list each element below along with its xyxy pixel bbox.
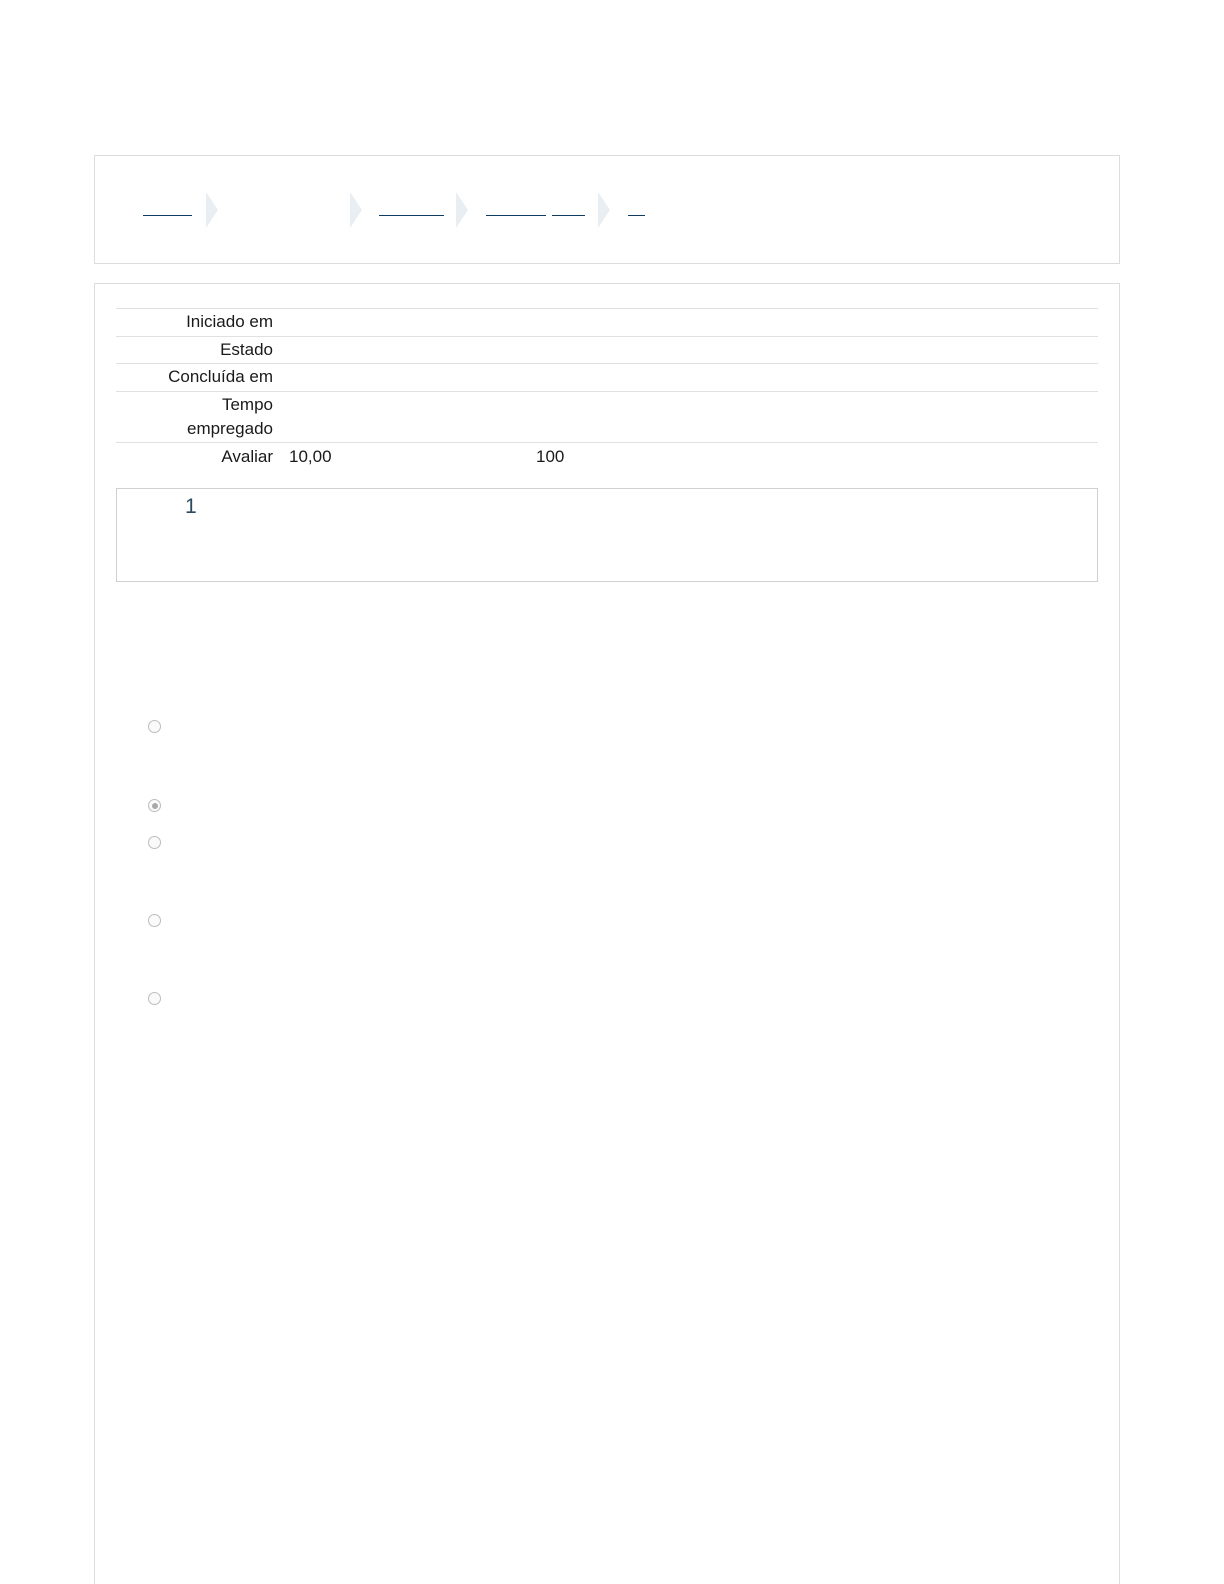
breadcrumb-chevron-icon — [350, 192, 362, 228]
question-number: 1 — [185, 495, 197, 518]
answer-option-radio-d[interactable] — [148, 914, 161, 927]
breadcrumb-link-section-part[interactable] — [552, 215, 585, 216]
time-label-line2: empregado — [186, 419, 273, 438]
quiz-review-panel — [94, 283, 1120, 1584]
breadcrumb-link-course[interactable] — [379, 215, 444, 216]
grade-value: 10,00 — [289, 447, 332, 466]
answer-option-radio-c[interactable] — [148, 836, 161, 849]
answer-option-radio-b[interactable] — [148, 799, 161, 812]
time-label-line1: Tempo — [221, 395, 273, 414]
grade-label: Avaliar — [221, 447, 273, 466]
answer-option-radio-a[interactable] — [148, 720, 161, 733]
breadcrumb-chevron-icon — [598, 192, 610, 228]
breadcrumb-chevron-icon — [456, 192, 468, 228]
breadcrumb-link-section[interactable] — [486, 215, 546, 216]
state-label: Estado — [220, 340, 273, 359]
breadcrumb-chevron-icon — [206, 192, 218, 228]
started-label: Iniciado em — [186, 312, 273, 331]
grade-max: 100 — [536, 447, 565, 466]
breadcrumb-link-current[interactable] — [628, 215, 645, 216]
question-info-box — [116, 488, 1098, 582]
answer-option-radio-e[interactable] — [148, 992, 161, 1005]
completed-label: Concluída em — [168, 367, 273, 386]
breadcrumb-link-home[interactable] — [143, 215, 192, 216]
